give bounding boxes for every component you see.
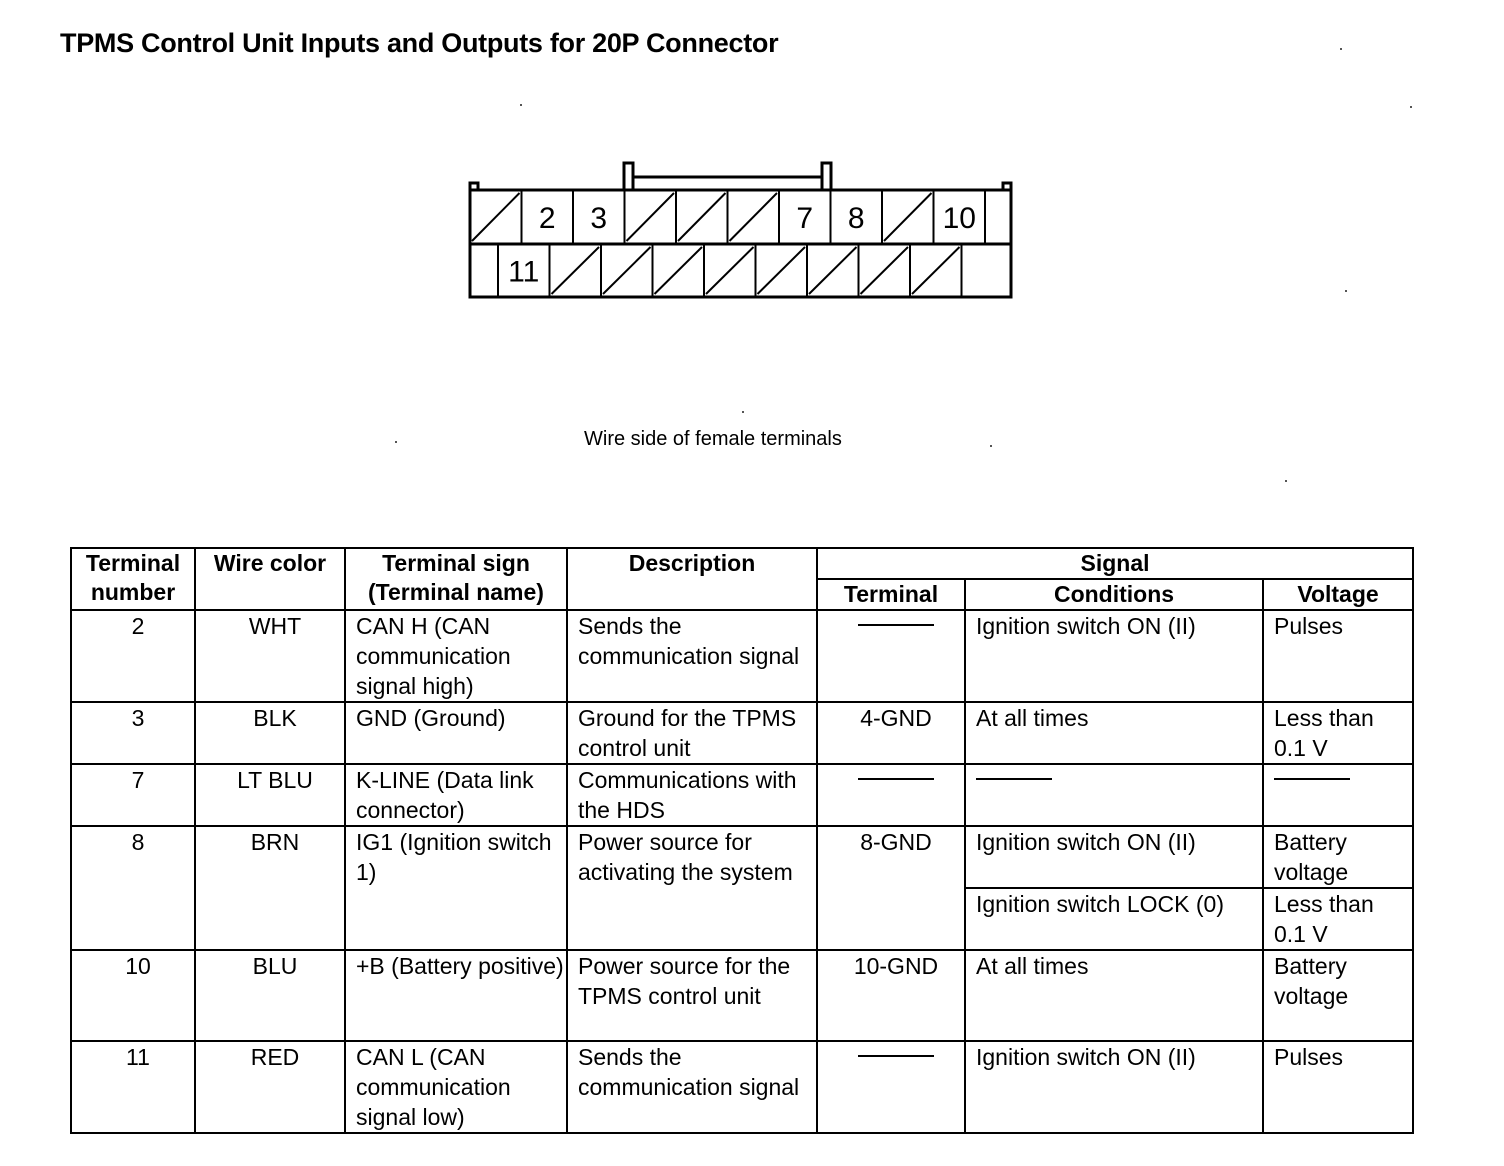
header-terminal-sign: Terminal sign (Terminal name) bbox=[345, 548, 567, 610]
cell-terminal-number: 11 bbox=[71, 1041, 195, 1133]
dash-placeholder bbox=[1274, 778, 1350, 780]
dash-placeholder bbox=[858, 778, 934, 780]
cell-terminal-sign: K-LINE (Data link connector) bbox=[345, 764, 567, 826]
header-terminal-number: Terminal number bbox=[71, 548, 195, 610]
cell-description: Ground for the TPMS control unit bbox=[567, 702, 817, 764]
connector-cell bbox=[655, 245, 705, 296]
unused-terminal-hatch bbox=[472, 193, 520, 241]
terminal-number-label: 8 bbox=[847, 202, 865, 235]
terminal-table bbox=[70, 547, 1414, 1134]
connector-cell bbox=[943, 191, 985, 243]
cell-description: Power source for activating the system bbox=[567, 826, 817, 950]
header-description: Description bbox=[567, 548, 817, 610]
connector-cell bbox=[848, 191, 882, 243]
cell-conditions: At all times bbox=[965, 702, 1263, 764]
cell-conditions: Ignition switch ON (II) bbox=[965, 610, 1263, 702]
cell-voltage: Less than 0.1 V bbox=[1263, 888, 1413, 950]
cell-conditions: Ignition switch ON (II) bbox=[965, 826, 1263, 888]
page-title: TPMS Control Unit Inputs and Outputs for 20P Connector bbox=[60, 28, 779, 58]
cell-terminal-number: 2 bbox=[71, 610, 195, 702]
unused-terminal-hatch bbox=[706, 247, 754, 294]
cell-terminal-number: 8 bbox=[71, 826, 195, 950]
cell-conditions: Ignition switch ON (II) bbox=[965, 1041, 1263, 1133]
cell-wire-color: WHT bbox=[195, 610, 345, 702]
unused-terminal-hatch bbox=[655, 247, 703, 294]
terminal-number-label: 7 bbox=[796, 202, 814, 235]
header-signal-conditions: Conditions bbox=[965, 579, 1263, 610]
terminal-number-label: 10 bbox=[942, 202, 976, 235]
connector-cell bbox=[539, 191, 573, 243]
cell-wire-color: RED bbox=[195, 1041, 345, 1133]
connector-cell bbox=[603, 245, 653, 296]
dash-placeholder bbox=[858, 624, 934, 626]
connector-cell bbox=[861, 245, 911, 296]
cell-description: Communications with the HDS bbox=[567, 764, 817, 826]
table-row bbox=[71, 764, 1413, 826]
cell-signal-terminal bbox=[817, 764, 965, 826]
cell-terminal-sign: IG1 (Ignition switch 1) bbox=[345, 826, 567, 950]
cell-terminal-number: 3 bbox=[71, 702, 195, 764]
connector-cell bbox=[730, 191, 780, 243]
dash-placeholder bbox=[858, 1055, 934, 1057]
cell-voltage: Pulses bbox=[1263, 1041, 1413, 1133]
unused-terminal-hatch bbox=[678, 193, 726, 241]
header-signal-voltage: Voltage bbox=[1263, 579, 1413, 610]
connector-diagram bbox=[460, 155, 1030, 305]
unused-terminal-hatch bbox=[861, 247, 909, 294]
cell-voltage: Pulses bbox=[1263, 610, 1413, 702]
table-row bbox=[71, 950, 1413, 1041]
cell-terminal-sign: CAN H (CAN communication signal high) bbox=[345, 610, 567, 702]
connector-cell bbox=[912, 245, 962, 296]
unused-terminal-hatch bbox=[603, 247, 651, 294]
cell-wire-color: LT BLU bbox=[195, 764, 345, 826]
cell-wire-color: BLU bbox=[195, 950, 345, 1041]
connector-cell bbox=[809, 245, 859, 296]
connector-cell bbox=[706, 245, 756, 296]
unused-terminal-hatch bbox=[730, 193, 778, 241]
table-row bbox=[71, 1041, 1413, 1133]
cell-signal-terminal: 8-GND bbox=[817, 826, 965, 950]
cell-conditions: Ignition switch LOCK (0) bbox=[965, 888, 1263, 950]
connector-caption: Wire side of female terminals bbox=[584, 428, 842, 450]
terminal-number-label: 11 bbox=[508, 255, 540, 289]
table-row bbox=[71, 702, 1413, 764]
cell-signal-terminal: 10-GND bbox=[817, 950, 965, 1041]
cell-terminal-sign: GND (Ground) bbox=[345, 702, 567, 764]
cell-voltage bbox=[1263, 764, 1413, 826]
connector-cell bbox=[590, 191, 624, 243]
unused-terminal-hatch bbox=[552, 247, 600, 294]
cell-signal-terminal bbox=[817, 610, 965, 702]
cell-voltage: Battery voltage bbox=[1263, 826, 1413, 888]
connector-cell bbox=[627, 191, 677, 243]
unused-terminal-hatch bbox=[758, 247, 806, 294]
header-wire-color: Wire color bbox=[195, 548, 345, 610]
connector-cell bbox=[678, 191, 728, 243]
connector-cell bbox=[758, 245, 808, 296]
cell-description: Sends the communication signal bbox=[567, 610, 817, 702]
cell-voltage: Less than 0.1 V bbox=[1263, 702, 1413, 764]
cell-conditions: At all times bbox=[965, 950, 1263, 1041]
cell-signal-terminal bbox=[817, 1041, 965, 1133]
unused-terminal-hatch bbox=[912, 247, 960, 294]
cell-wire-color: BRN bbox=[195, 826, 345, 950]
cell-description: Sends the communication signal bbox=[567, 1041, 817, 1133]
terminal-number-label: 3 bbox=[590, 202, 608, 235]
cell-terminal-sign: CAN L (CAN communication signal low) bbox=[345, 1041, 567, 1133]
connector-cell bbox=[508, 245, 549, 296]
cell-signal-terminal: 4-GND bbox=[817, 702, 965, 764]
connector-cell bbox=[552, 245, 602, 296]
unused-terminal-hatch bbox=[627, 193, 675, 241]
cell-voltage: Battery voltage bbox=[1263, 950, 1413, 1041]
cell-terminal-sign: +B (Battery positive) bbox=[345, 950, 567, 1041]
cell-terminal-number: 10 bbox=[71, 950, 195, 1041]
table-row bbox=[71, 826, 1413, 888]
unused-terminal-hatch bbox=[809, 247, 857, 294]
header-signal-terminal: Terminal bbox=[817, 579, 965, 610]
connector-cell bbox=[796, 191, 830, 243]
table-row bbox=[71, 610, 1413, 702]
connector-cell bbox=[884, 191, 934, 243]
cell-wire-color: BLK bbox=[195, 702, 345, 764]
dash-placeholder bbox=[976, 778, 1052, 780]
cell-terminal-number: 7 bbox=[71, 764, 195, 826]
connector-cell bbox=[472, 191, 522, 243]
terminal-number-label: 2 bbox=[538, 202, 556, 235]
cell-description: Power source for the TPMS control unit bbox=[567, 950, 817, 1041]
header-signal: Signal bbox=[817, 548, 1413, 579]
cell-conditions bbox=[965, 764, 1263, 826]
unused-terminal-hatch bbox=[884, 193, 932, 241]
